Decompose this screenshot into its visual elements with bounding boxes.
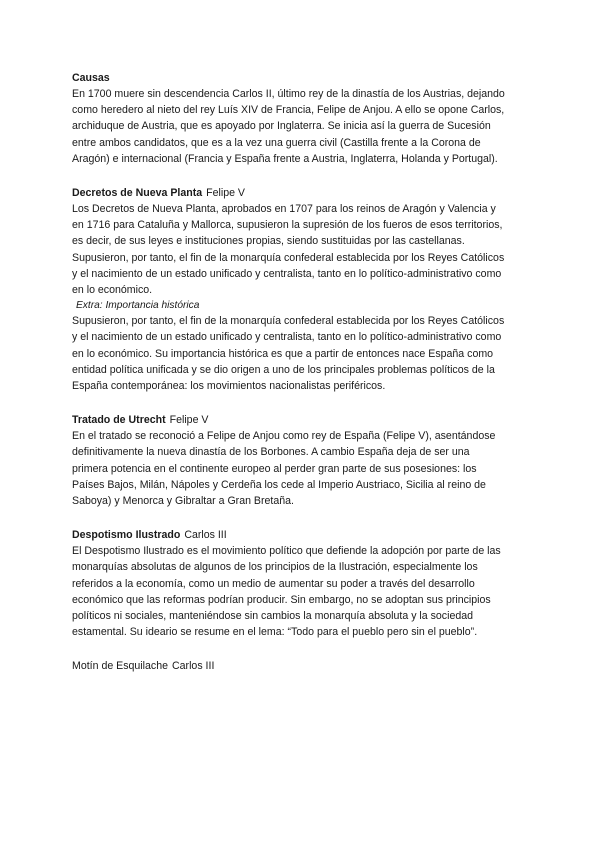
section-decretos-nueva-planta [72,185,532,394]
paragraph-line: y el nacimiento de un estado unificado y centralista, tanto en lo político-administrativo como [72,331,502,344]
paragraph-line: estamental. Su ideario se resume en el lema: “Todo para el pueblo pero sin el pueblo”. [72,626,478,639]
paragraph-line: en lo económico. [72,284,153,297]
paragraph-line: políticos ni sociales, manteniéndose sin cambios la monarquía absoluta y la sociedad [72,610,474,623]
section-paragraph [72,86,532,167]
section-paragraph [72,543,532,640]
section-ruler: Felipe V [169,414,209,427]
paragraph-line: entidad política unificada y se dio origen a uno de los principales problemas políticos de la [72,363,495,376]
paragraph-line: y el nacimiento de un estado unificado y centralista, tanto en lo político-administrativo como [72,267,502,280]
section-paragraph [72,428,532,509]
paragraph-line: Los Decretos de Nueva Planta, aprobados en 1707 para los reinos de Aragón y Valencia y [72,203,496,216]
paragraph-line: archiduque de Austria, que es apoyado por Inglaterra. Se inicia así la guerra de Sucesión [72,120,491,133]
section-ruler: Felipe V [206,187,245,200]
section-title: Causas [72,72,110,84]
paragraph-line: definitivamente la nueva dinastía de los Borbones. A cambio España deja de ser una [72,446,470,459]
paragraph-line: Saboya) y Menorca y Gibraltar a Gran Bretaña. [72,495,294,508]
paragraph-line: En 1700 muere sin descendencia Carlos II, último rey de la dinastía de los Austrias, dejando [72,88,505,100]
paragraph-line: Supusieron, por tanto, el fin de la monarquía confederal establecida por los Reyes Católicos [72,251,505,264]
section-heading [72,185,532,201]
paragraph-line: El Despotismo Ilustrado es el movimiento político que defiende la adopción por parte de las [72,545,501,558]
section-ruler: Carlos III [172,660,215,673]
paragraph-line: en lo económico. Su importancia histórica es que a partir de entonces nace España como [72,347,494,360]
paragraph-line: Aragón) e internacional (Francia y España frente a Austria, Inglaterra, Holanda y Portugal). [72,152,498,165]
section-ruler: Carlos III [184,529,227,542]
section-causas [72,70,532,167]
document-page [72,70,532,692]
section-title: Decretos de Nueva Planta [72,187,203,200]
paragraph-line: Supusieron, por tanto, el fin de la monarquía confederal establecida por los Reyes Católicos [72,315,505,328]
paragraph-line: en 1716 para Cataluña y Mallorca, supusieron la supresión de los fueros de esos territorios, [72,219,503,232]
section-despotismo-ilustrado [72,527,532,640]
extra-paragraph [72,313,532,394]
section-heading [72,70,532,86]
paragraph-line: como heredero al nieto del rey Luís XIV de Francia, Felipe de Anjou. A ello se opone Carlos, [72,104,505,117]
paragraph-line: es decir, de sus leyes e instituciones propias, siendo sustituidas por las castellanas. [72,235,465,248]
paragraph-line: referidos a la economía, como un medio de aumentar su poder a través del desarrollo [72,577,475,590]
paragraph-line: Países Bajos, Milán, Nápoles y Cerdeña los cede al Imperio Austriaco, Sicilia al reino de [72,478,486,491]
paragraph-line: monarquías absolutas de algunos de los principios de la Ilustración, especialmente los [72,561,478,574]
paragraph-line: entre ambos candidatos, que es a la vez una guerra civil (Castilla frente a la Corona de [72,136,481,149]
paragraph-line: económico que las reformas podrían producir. Sin embargo, no se adoptan sus principios [72,593,491,606]
section-title: Despotismo Ilustrado [72,529,181,542]
paragraph-line: primera potencia en el continente europeo al perder gran parte de sus posesiones: los [72,462,477,475]
section-title: Motín de Esquilache [72,660,168,673]
section-paragraph [72,201,532,298]
section-motin-esquilache [72,658,532,674]
section-title: Tratado de Utrecht [72,414,166,427]
paragraph-line: En el tratado se reconoció a Felipe de Anjou como rey de España (Felipe V), asentándose [72,430,496,443]
extra-label: Extra: Importancia histórica [76,300,200,312]
paragraph-line: España contemporánea: los movimientos nacionalistas periféricos. [72,380,386,393]
section-heading [72,658,532,674]
section-tratado-utrecht [72,412,532,509]
section-heading [72,412,532,428]
section-heading [72,527,532,543]
